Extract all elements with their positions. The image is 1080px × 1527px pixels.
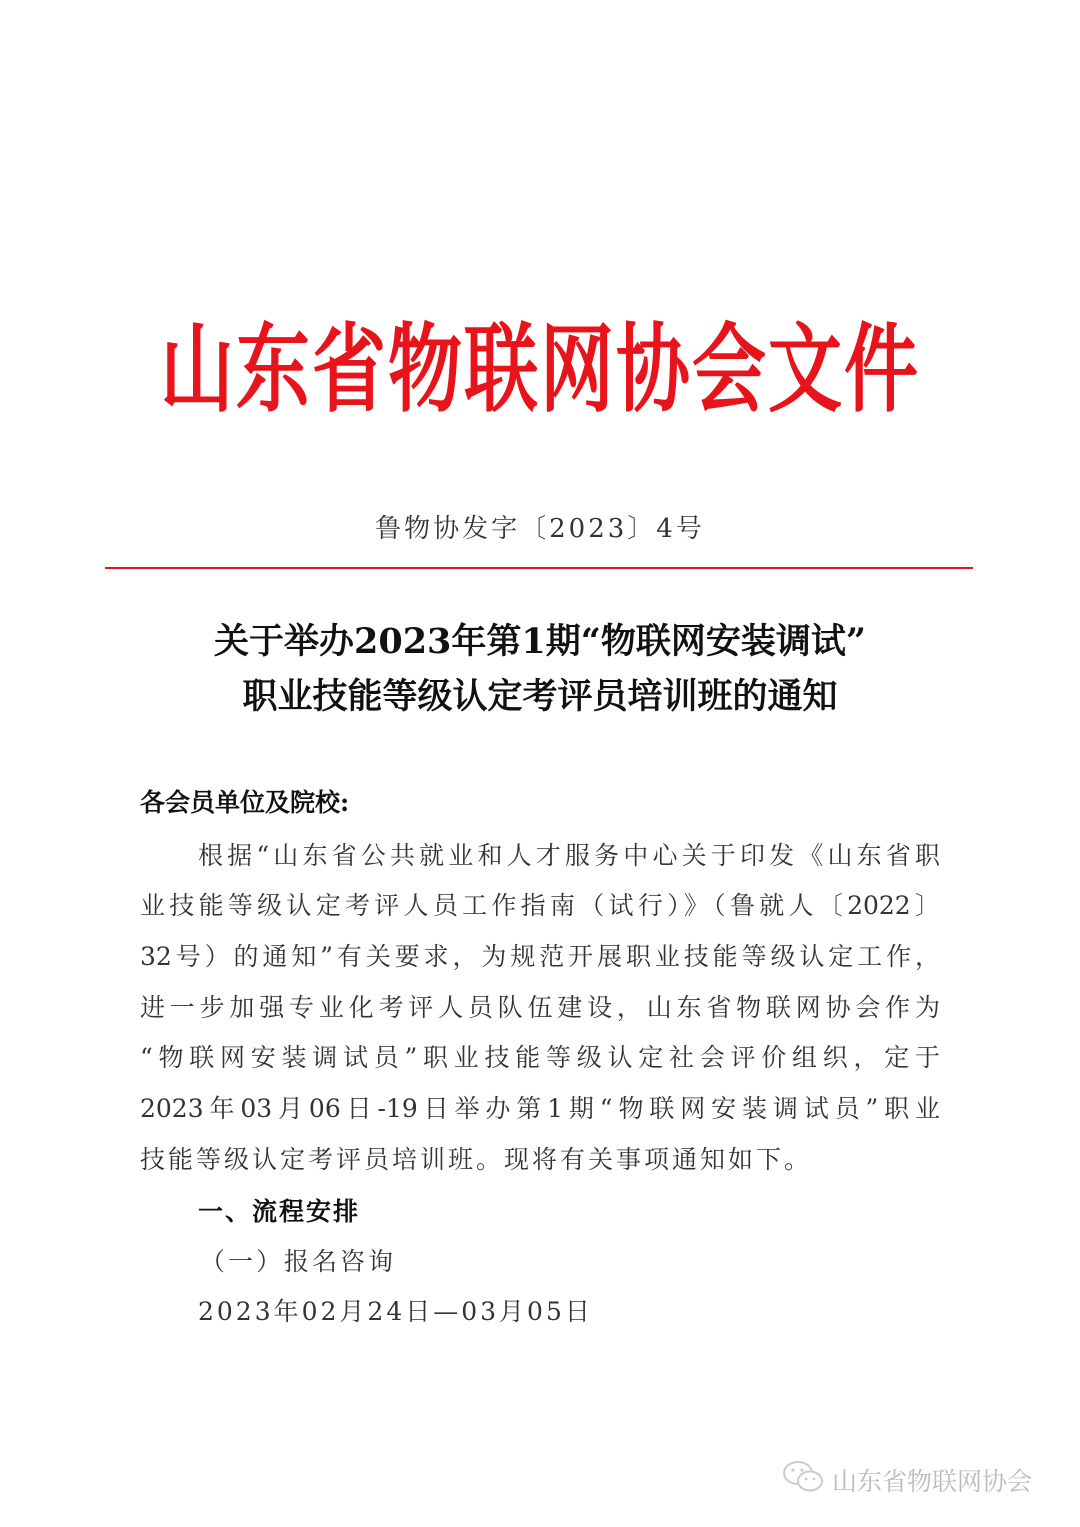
body-line: 32号）的通知”有关要求，为规范开展职业技能等级认定工作， xyxy=(140,942,940,971)
document-masthead: 山东省物联网协会文件 xyxy=(160,313,918,426)
wechat-icon xyxy=(782,1460,826,1500)
account-name: 山东省物联网协会 xyxy=(832,1467,1033,1496)
section-heading: 一、流程安排 xyxy=(198,1197,361,1226)
body-line: 2023年03月06日-19日举办第1期“物联网安装调试员”职业 xyxy=(140,1094,940,1123)
date-range: 2023年02月24日—03月05日 xyxy=(198,1297,593,1326)
salutation: 各会员单位及院校: xyxy=(140,788,350,817)
body-line: “物联网安装调试员”职业技能等级认定社会评价组织，定于 xyxy=(140,1043,940,1072)
wechat-watermark xyxy=(782,1462,1032,1498)
subsection-heading: （一）报名咨询 xyxy=(200,1247,397,1276)
body-line: 进一步加强专业化考评人员队伍建设，山东省物联网协会作为 xyxy=(140,993,940,1022)
body-line: 根据“山东省公共就业和人才服务中心关于印发《山东省职 xyxy=(198,841,940,870)
body-line: 业技能等级认定考评人员工作指南（试行）》（鲁就人〔2022〕 xyxy=(140,891,940,920)
red-divider xyxy=(105,567,973,569)
title-line-2: 职业技能等级认定考评员培训班的通知 xyxy=(242,676,838,717)
document-number: 鲁物协发字〔2023〕4号 xyxy=(375,514,705,544)
title-line-1: 关于举办2023年第1期“物联网安装调试” xyxy=(213,621,867,662)
body-line: 技能等级认定考评员培训班。现将有关事项通知如下。 xyxy=(140,1145,813,1174)
